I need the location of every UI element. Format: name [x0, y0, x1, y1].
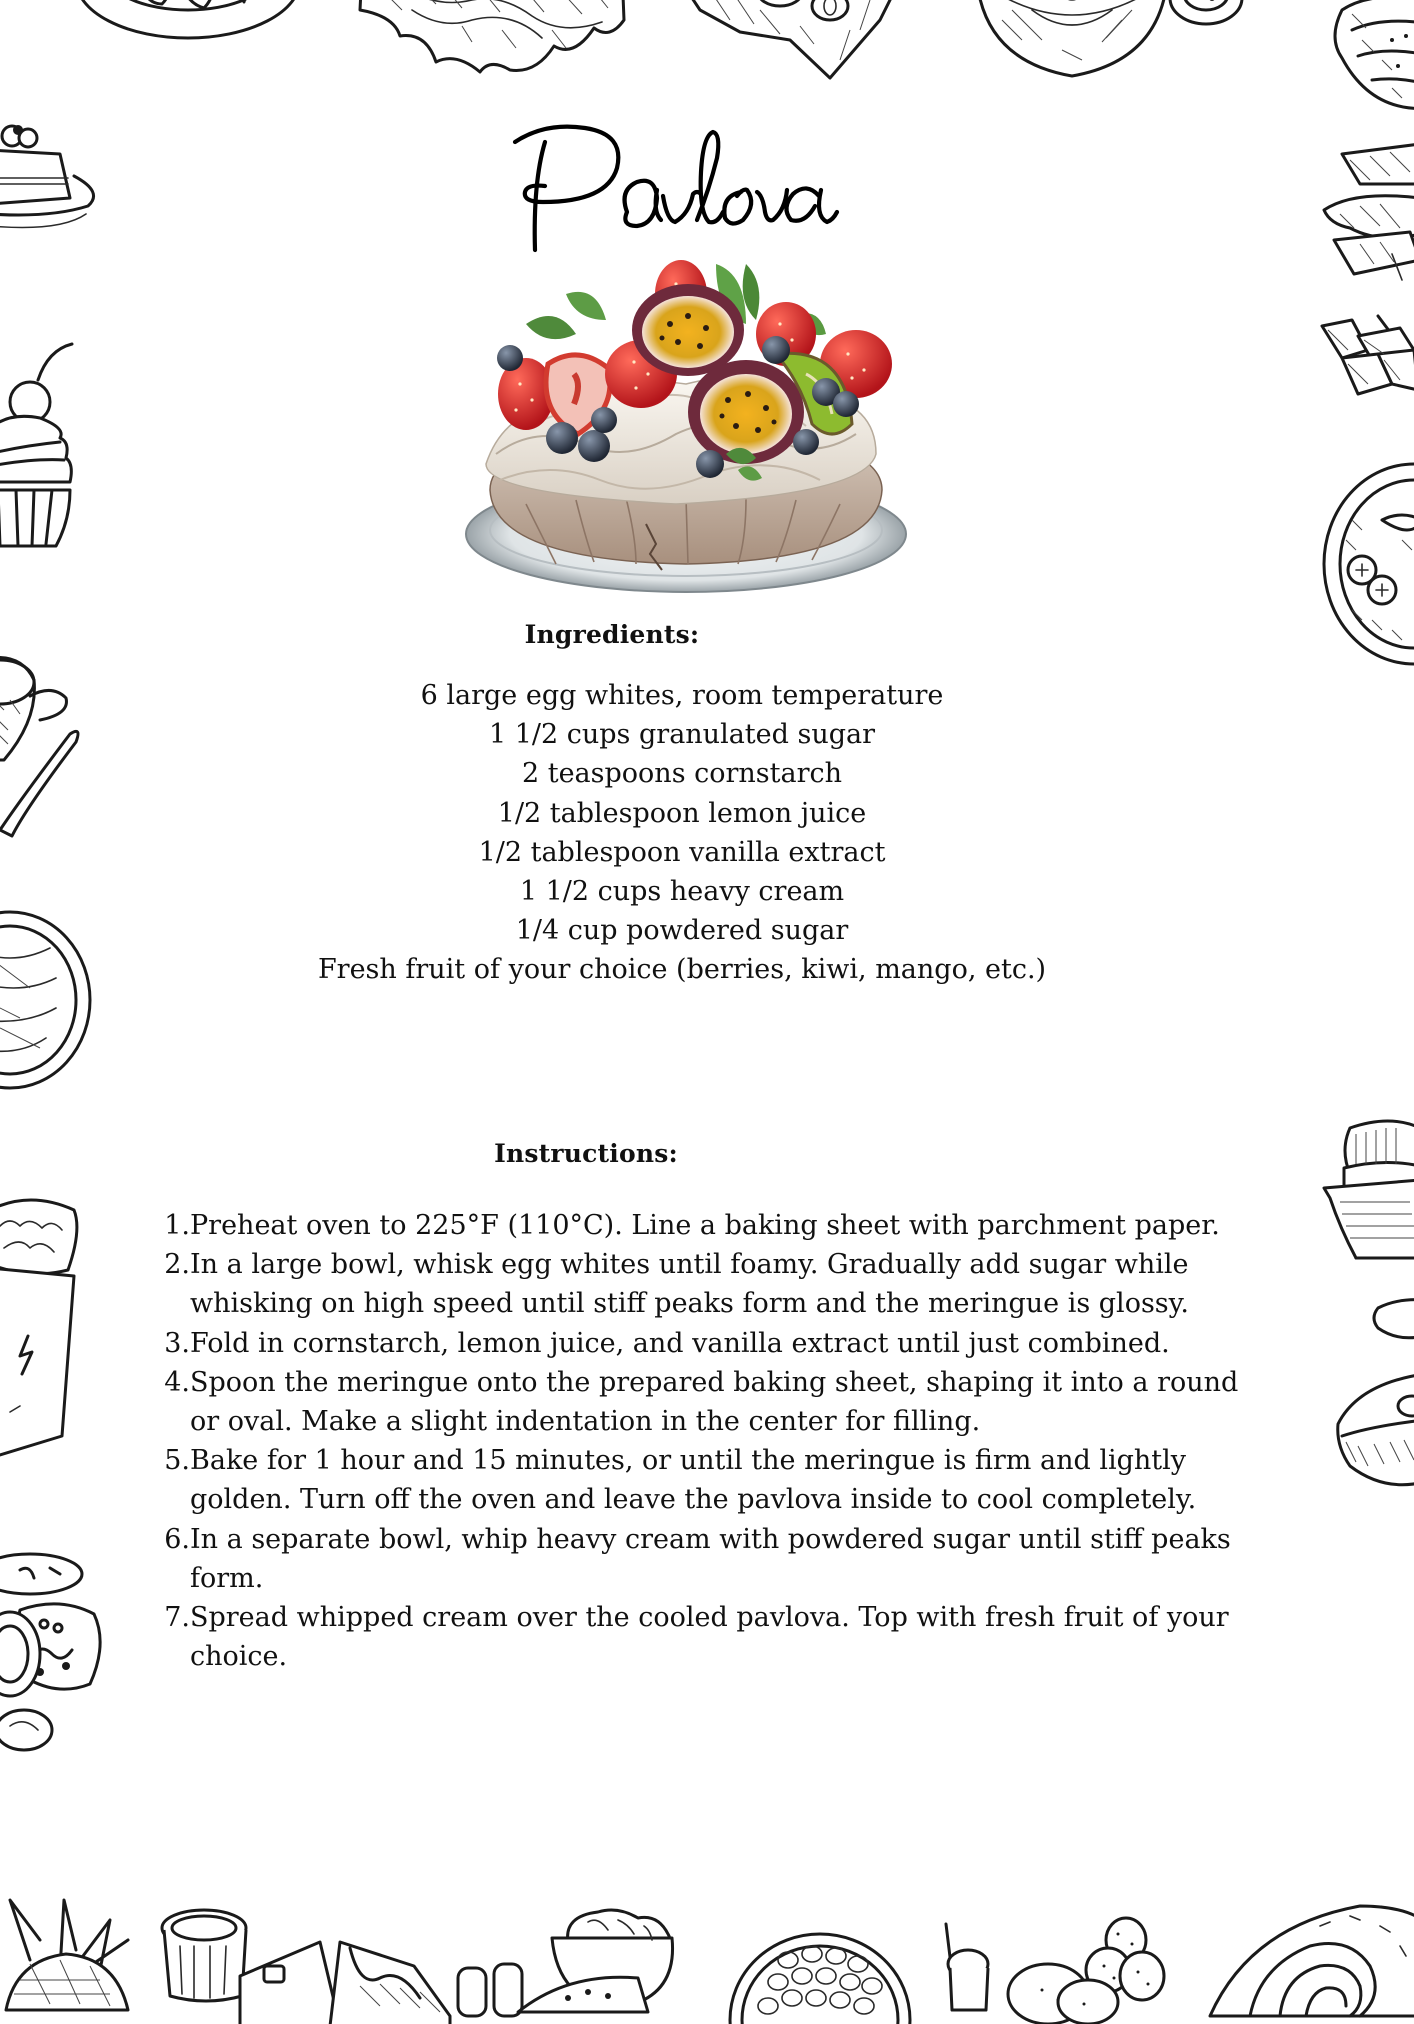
step-number: 2.	[164, 1249, 190, 1281]
pie-icon	[1322, 0, 1414, 110]
bowl-icon	[972, 0, 1172, 80]
step-text: Spoon the meringue onto the prepared baking sheet, shaping it into a round or oval. Make a slight indentation in the center for filling.	[190, 1366, 1239, 1438]
recipe-title	[0, 112, 1414, 262]
ingredient-item: 6 large egg whites, room temperature	[420, 680, 944, 711]
step-number: 5.	[164, 1445, 190, 1477]
recipe-title-script	[497, 112, 917, 262]
wrap-sandwich-icon	[0, 1196, 96, 1462]
ingredient-item: Fresh fruit of your choice (berries, kiwi, mango, etc.)	[317, 954, 1047, 986]
ingredient-item: 1 1/2 cups granulated sugar	[488, 719, 876, 751]
instruction-step	[160, 1520, 1270, 1598]
instructions-list	[160, 1206, 1270, 1676]
pavlova-illustration	[456, 254, 916, 604]
instruction-step	[160, 1363, 1270, 1441]
instruction-step	[160, 1598, 1270, 1676]
ingredients-heading: Ingredients:	[524, 620, 700, 649]
pizza-icon	[1322, 460, 1414, 670]
step-number: 1.	[164, 1210, 190, 1241]
instruction-step	[160, 1441, 1270, 1519]
instruction-step	[160, 1206, 1270, 1245]
ingredient-item: 1/2 tablespoon lemon juice	[497, 797, 867, 829]
ingredient-item: 2 teaspoons cornstarch	[521, 758, 843, 790]
step-text: Preheat oven to 225°F (110°C). Line a baking sheet with parchment paper.	[190, 1210, 1220, 1241]
cookie-jar-icon	[0, 1544, 102, 1764]
ingredient-item: 1 1/2 cups heavy cream	[519, 876, 845, 908]
bread-basket-icon	[1320, 1118, 1414, 1278]
instruction-step	[160, 1245, 1270, 1323]
instruction-step	[160, 1324, 1270, 1363]
plate-of-food-icon	[68, 0, 308, 80]
step-text: Fold in cornstarch, lemon juice, and vanilla extract until just combined.	[190, 1327, 1170, 1359]
small-dish-icon	[1168, 0, 1244, 30]
lettuce-leaves-icon	[352, 0, 632, 82]
berry-tart-icon	[728, 1920, 912, 2020]
step-number: 6.	[164, 1523, 190, 1555]
ramekin-and-cheese-icon	[160, 1906, 450, 2010]
ingredient-item: 1/4 cup powdered sugar	[515, 915, 849, 947]
cupcake-with-cherry-icon	[0, 340, 86, 540]
drink-and-pastries-icon	[938, 1920, 1168, 2010]
step-text: In a large bowl, whisk egg whites until foamy. Gradually add sugar while whisking on high speed until stiff peaks form and the meringue is glossy.	[190, 1249, 1189, 1320]
ingredients-list	[0, 676, 1364, 990]
dessert-bowl-icon	[458, 1912, 688, 2012]
skewer-icon	[1318, 310, 1414, 410]
step-text: Bake for 1 hour and 15 minutes, or until the meringue is firm and lightly golden. Turn off the oven and leave the pavlova inside to cool completely.	[190, 1445, 1197, 1516]
instructions-heading: Instructions:	[494, 1139, 678, 1168]
step-number: 3.	[164, 1327, 190, 1359]
wrapped-pastry-icon	[680, 0, 900, 82]
bread-loaf-icon	[1334, 1296, 1414, 1496]
ingredient-item: 1/2 tablespoon vanilla extract	[478, 836, 886, 868]
step-number: 7.	[164, 1602, 190, 1634]
pineapple-icon	[0, 1900, 134, 2010]
step-number: 4.	[164, 1366, 190, 1398]
step-text: In a separate bowl, whip heavy cream with powdered sugar until stiff peaks form.	[190, 1523, 1231, 1594]
step-text: Spread whipped cream over the cooled pavlova. Top with fresh fruit of your choice.	[190, 1602, 1229, 1673]
